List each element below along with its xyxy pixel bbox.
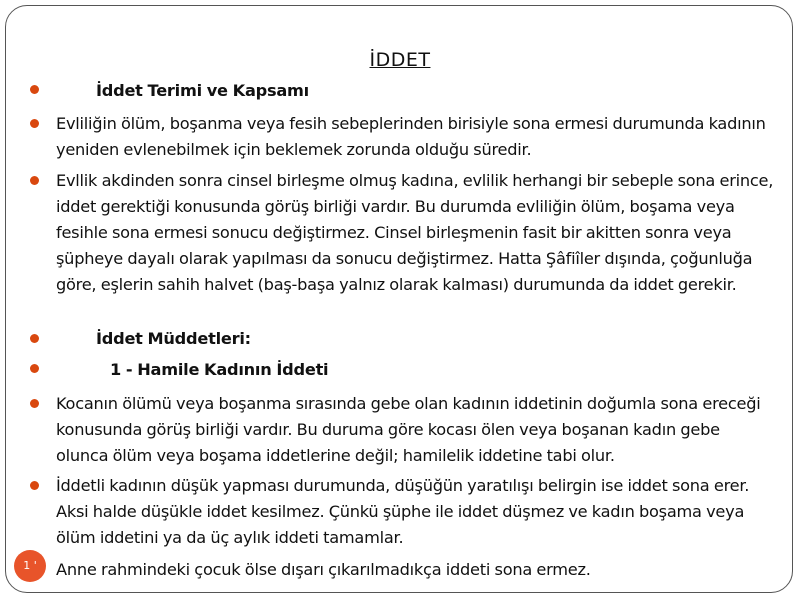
bullet-icon	[30, 176, 39, 185]
section-heading-durations: İddet Müddetleri:	[96, 329, 251, 348]
paragraph-miscarriage: İddetli kadının düşük yapması durumunda, düşüğün yaratılışı belirgin ise iddet sona erer. Aksi halde düşükle iddet kesilmez. Çünkü şüphe ile iddet düşmez ve kadın boşama veya ölüm iddetini ya da üç aylık iddeti tamamlar.	[56, 476, 750, 547]
paragraph-definition: Evliliğin ölüm, boşanma veya fesih sebeplerinden birisiyle sona ermesi durumunda kadının yeniden evlenebilmek için beklemek zorunda olduğu süredir.	[56, 114, 766, 159]
section-heading-scope: İddet Terimi ve Kapsamı	[96, 81, 309, 100]
paragraph-pregnancy: Kocanın ölümü veya boşanma sırasında gebe olan kadının iddetinin doğumla sona ereceği konusunda görüş birliği vardır. Bu duruma göre kocası ölen veya boşanan kadın gebe olunca ölüm veya boşama iddetlerine değil; hamilelik iddetine tabi olur.	[56, 394, 761, 465]
slide-number-badge: 1 '	[14, 550, 46, 582]
slide-title: İDDET	[369, 49, 431, 71]
bullet-icon	[30, 481, 39, 490]
subheading-pregnant: 1 - Hamile Kadının İddeti	[110, 360, 329, 379]
bullet-icon	[30, 399, 39, 408]
bullet-icon	[30, 85, 39, 94]
paragraph-stillbirth: Anne rahmindeki çocuk ölse dışarı çıkarılmadıkça iddeti sona ermez.	[56, 560, 591, 579]
bullet-icon	[30, 334, 39, 343]
bullet-icon	[30, 364, 39, 373]
bullet-icon	[30, 119, 39, 128]
paragraph-consummation: Evllik akdinden sonra cinsel birleşme olmuş kadına, evlilik herhangi bir sebeple sona erince, iddet gerektiği konusunda görüş birliği vardır. Bu durumda evliliğin ölüm, boşama veya fesihle sona ermesi sonucu değiştirmez. Cinsel birleşmenin fasit bir akitten sonra veya şüpheye dayalı olarak yapılması da sonucu değiştirmez. Hatta Şâfiîler dışında, çoğunluğa göre, eşlerin sahih halvet (baş-başa yalnız olarak kalması) durumunda da iddet gerekir.	[56, 171, 774, 294]
